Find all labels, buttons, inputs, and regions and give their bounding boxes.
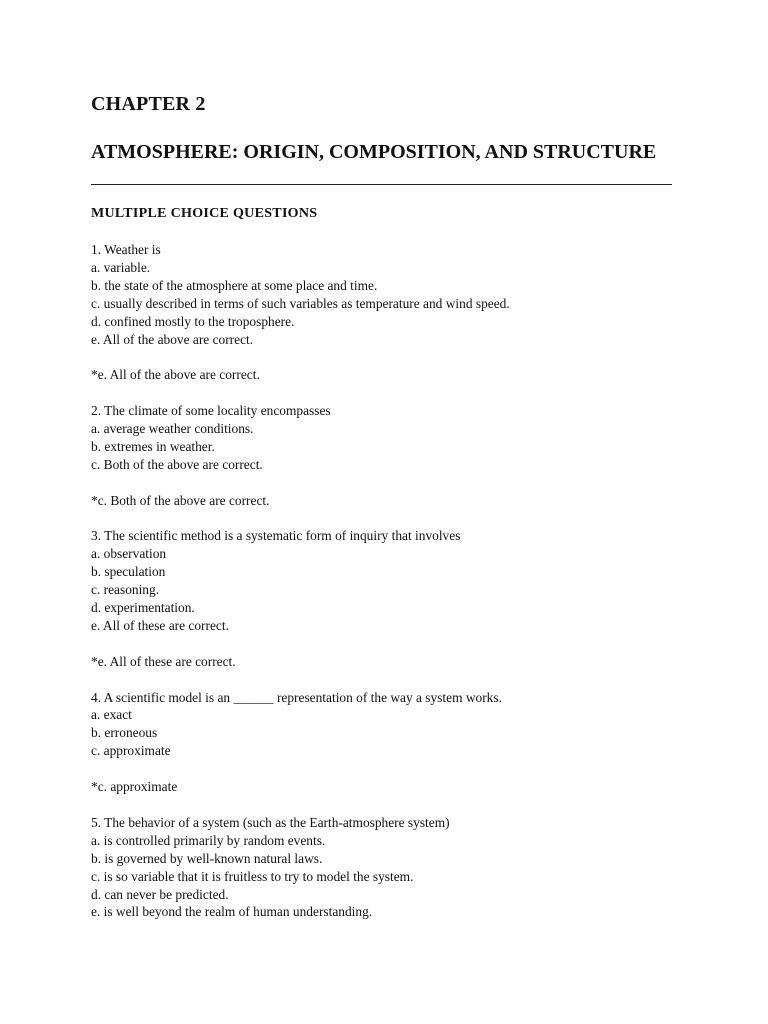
answer-option: d. can never be predicted. <box>91 886 229 902</box>
answer-option: a. is controlled primarily by random events. <box>91 832 326 848</box>
answer-option: c. Both of the above are correct. <box>91 456 263 472</box>
correct-answer: *e. All of the above are correct. <box>91 367 260 383</box>
section-heading: MULTIPLE CHOICE QUESTIONS <box>91 206 318 221</box>
answer-option: b. the state of the atmosphere at some place and time. <box>91 277 378 293</box>
answer-option: b. speculation <box>91 564 166 580</box>
answer-option: e. is well beyond the realm of human understanding. <box>91 904 373 920</box>
answer-option: c. reasoning. <box>91 582 160 598</box>
correct-answer: *e. All of these are correct. <box>91 653 236 669</box>
correct-answer: *c. approximate <box>91 779 178 795</box>
answer-option: d. experimentation. <box>91 600 195 616</box>
question-stem: 2. The climate of some locality encompasses <box>91 403 331 419</box>
correct-answer: *c. Both of the above are correct. <box>91 492 270 508</box>
answer-option: e. All of the above are correct. <box>91 331 254 347</box>
question-2 <box>91 402 510 527</box>
answer-option: c. approximate <box>91 743 171 759</box>
question-1 <box>91 241 510 402</box>
question-stem: 3. The scientific method is a systematic form of inquiry that involves <box>91 528 461 544</box>
question-4 <box>91 689 510 814</box>
answer-option: a. variable. <box>91 259 151 275</box>
answer-option: c. is so variable that it is fruitless to try to model the system. <box>91 868 414 884</box>
answer-option: c. usually described in terms of such variables as temperature and wind speed. <box>91 295 510 311</box>
horizontal-rule <box>91 184 672 185</box>
answer-option: d. confined mostly to the troposphere. <box>91 313 295 329</box>
answer-option: b. erroneous <box>91 725 158 741</box>
question-stem: 5. The behavior of a system (such as the Earth-atmosphere system) <box>91 814 450 830</box>
question-3 <box>91 527 510 688</box>
question-5 <box>91 814 510 921</box>
answer-option: a. observation <box>91 546 167 562</box>
question-list <box>91 241 510 921</box>
chapter-heading: CHAPTER 2 <box>91 93 206 115</box>
answer-option: a. exact <box>91 707 132 723</box>
answer-option: b. extremes in weather. <box>91 438 215 454</box>
chapter-title: ATMOSPHERE: ORIGIN, COMPOSITION, AND STRUCTURE <box>91 141 657 163</box>
answer-option: e. All of these are correct. <box>91 617 229 633</box>
question-stem: 4. A scientific model is an ______ representation of the way a system works. <box>91 689 502 705</box>
answer-option: b. is governed by well-known natural laws. <box>91 850 323 866</box>
question-stem: 1. Weather is <box>91 242 161 257</box>
answer-option: a. average weather conditions. <box>91 421 254 437</box>
